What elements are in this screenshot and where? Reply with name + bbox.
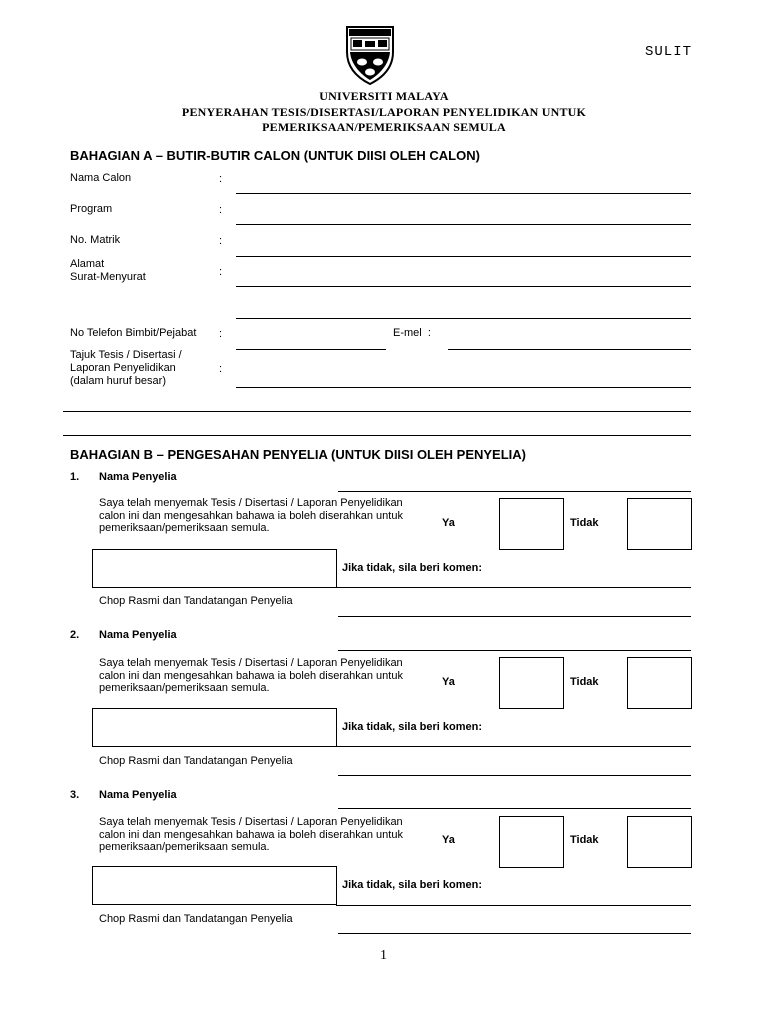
supervisor-number: 2. [70,629,80,641]
thesis-title-label-line-2: Laporan Penyelidikan [70,362,176,374]
stamp-signature-field[interactable] [338,933,691,934]
address-label-line-2: Surat-Menyurat [70,271,146,283]
no-checkbox[interactable] [627,657,692,709]
colon: : [219,173,223,185]
statement-line-3: pemeriksaan/pemeriksaan semula. [99,522,270,534]
yes-label: Ya [442,676,455,688]
statement-line-2: calon ini dan mengesahkan bahawa ia boleh diserahkan untuk [99,669,403,682]
supervisor-name-label: Nama Penyelia [99,789,177,801]
matric-number-field[interactable] [236,256,691,257]
candidate-name-field[interactable] [236,193,691,194]
colon: : [219,266,223,278]
thesis-title-label-line-1: Tajuk Tesis / Disertasi / [70,349,182,361]
comment-box[interactable] [92,866,337,905]
section-a-title: BAHAGIAN A – BUTIR-BUTIR CALON (UNTUK DIISI OLEH CALON) [70,148,480,163]
yes-checkbox[interactable] [499,816,564,868]
university-name: UNIVERSITI MALAYA [319,89,449,103]
candidate-name-label: Nama Calon [70,172,132,184]
colon: : [219,328,223,340]
supervisor-name-field[interactable] [338,808,691,809]
supervisor-statement [99,497,434,535]
comment-label: Jika tidak, sila beri komen: [342,879,483,891]
no-checkbox[interactable] [627,498,692,550]
form-title-line-1: PENYERAHAN TESIS/DISERTASI/LAPORAN PENYELIDIKAN UNTUK [181,105,587,119]
comment-label: Jika tidak, sila beri komen: [342,562,483,574]
yes-checkbox[interactable] [499,657,564,709]
supervisor-number: 1. [70,471,80,483]
statement-line-1: Saya telah menyemak Tesis / Disertasi / Laporan Penyelidikan [99,657,403,669]
statement-line-2: calon ini dan mengesahkan bahawa ia boleh diserahkan untuk [99,828,403,841]
section-divider [63,435,691,436]
supervisor-name-label: Nama Penyelia [99,471,177,483]
form-title-line-2: PEMERIKSAAN/PEMERIKSAAN SEMULA [262,120,506,134]
supervisor-name-label: Nama Penyelia [99,629,177,641]
comment-field[interactable] [336,746,691,747]
matric-number-label: No. Matrik [70,234,121,246]
stamp-signature-label: Chop Rasmi dan Tandatangan Penyelia [99,755,293,767]
phone-field[interactable] [236,349,386,350]
thesis-title-field-line-2[interactable] [63,411,691,412]
email-field[interactable] [448,349,691,350]
supervisor-number: 3. [70,789,80,801]
statement-line-3: pemeriksaan/pemeriksaan semula. [99,682,270,694]
comment-field[interactable] [336,587,691,588]
no-label: Tidak [570,517,599,529]
statement-line-1: Saya telah menyemak Tesis / Disertasi / Laporan Penyelidikan [99,497,403,509]
supervisor-statement [99,657,434,695]
statement-line-1: Saya telah menyemak Tesis / Disertasi / Laporan Penyelidikan [99,816,403,828]
supervisor-name-field[interactable] [338,650,691,651]
comment-label: Jika tidak, sila beri komen: [342,721,483,733]
comment-box[interactable] [92,708,337,747]
colon: : [219,204,223,216]
yes-label: Ya [442,834,455,846]
comment-field[interactable] [336,905,691,906]
stamp-signature-field[interactable] [338,616,691,617]
address-field-line-1[interactable] [236,286,691,287]
program-field[interactable] [236,224,691,225]
colon: : [219,235,223,247]
stamp-signature-label: Chop Rasmi dan Tandatangan Penyelia [99,595,293,607]
university-crest-logo [344,24,396,86]
stamp-signature-field[interactable] [338,775,691,776]
no-label: Tidak [570,834,599,846]
supervisor-statement [99,816,434,854]
page-number: 1 [380,948,387,963]
colon: : [219,363,223,375]
statement-line-2: calon ini dan mengesahkan bahawa ia boleh diserahkan untuk [99,509,403,522]
section-b-title: BAHAGIAN B – PENGESAHAN PENYELIA (UNTUK DIISI OLEH PENYELIA) [70,447,527,462]
address-field-line-2[interactable] [236,318,691,319]
supervisor-name-field[interactable] [338,491,691,492]
statement-line-3: pemeriksaan/pemeriksaan semula. [99,841,270,853]
email-label: E-mel : [393,327,431,339]
classification-label: SULIT [645,44,693,60]
program-label: Program [70,203,113,215]
phone-label: No Telefon Bimbit/Pejabat [70,327,197,339]
yes-label: Ya [442,517,455,529]
address-label-line-1: Alamat [70,258,105,270]
no-label: Tidak [570,676,599,688]
stamp-signature-label: Chop Rasmi dan Tandatangan Penyelia [99,913,293,925]
thesis-title-label-line-3: (dalam huruf besar) [70,375,166,387]
no-checkbox[interactable] [627,816,692,868]
thesis-title-field-line-1[interactable] [236,387,691,388]
comment-box[interactable] [92,549,337,588]
yes-checkbox[interactable] [499,498,564,550]
